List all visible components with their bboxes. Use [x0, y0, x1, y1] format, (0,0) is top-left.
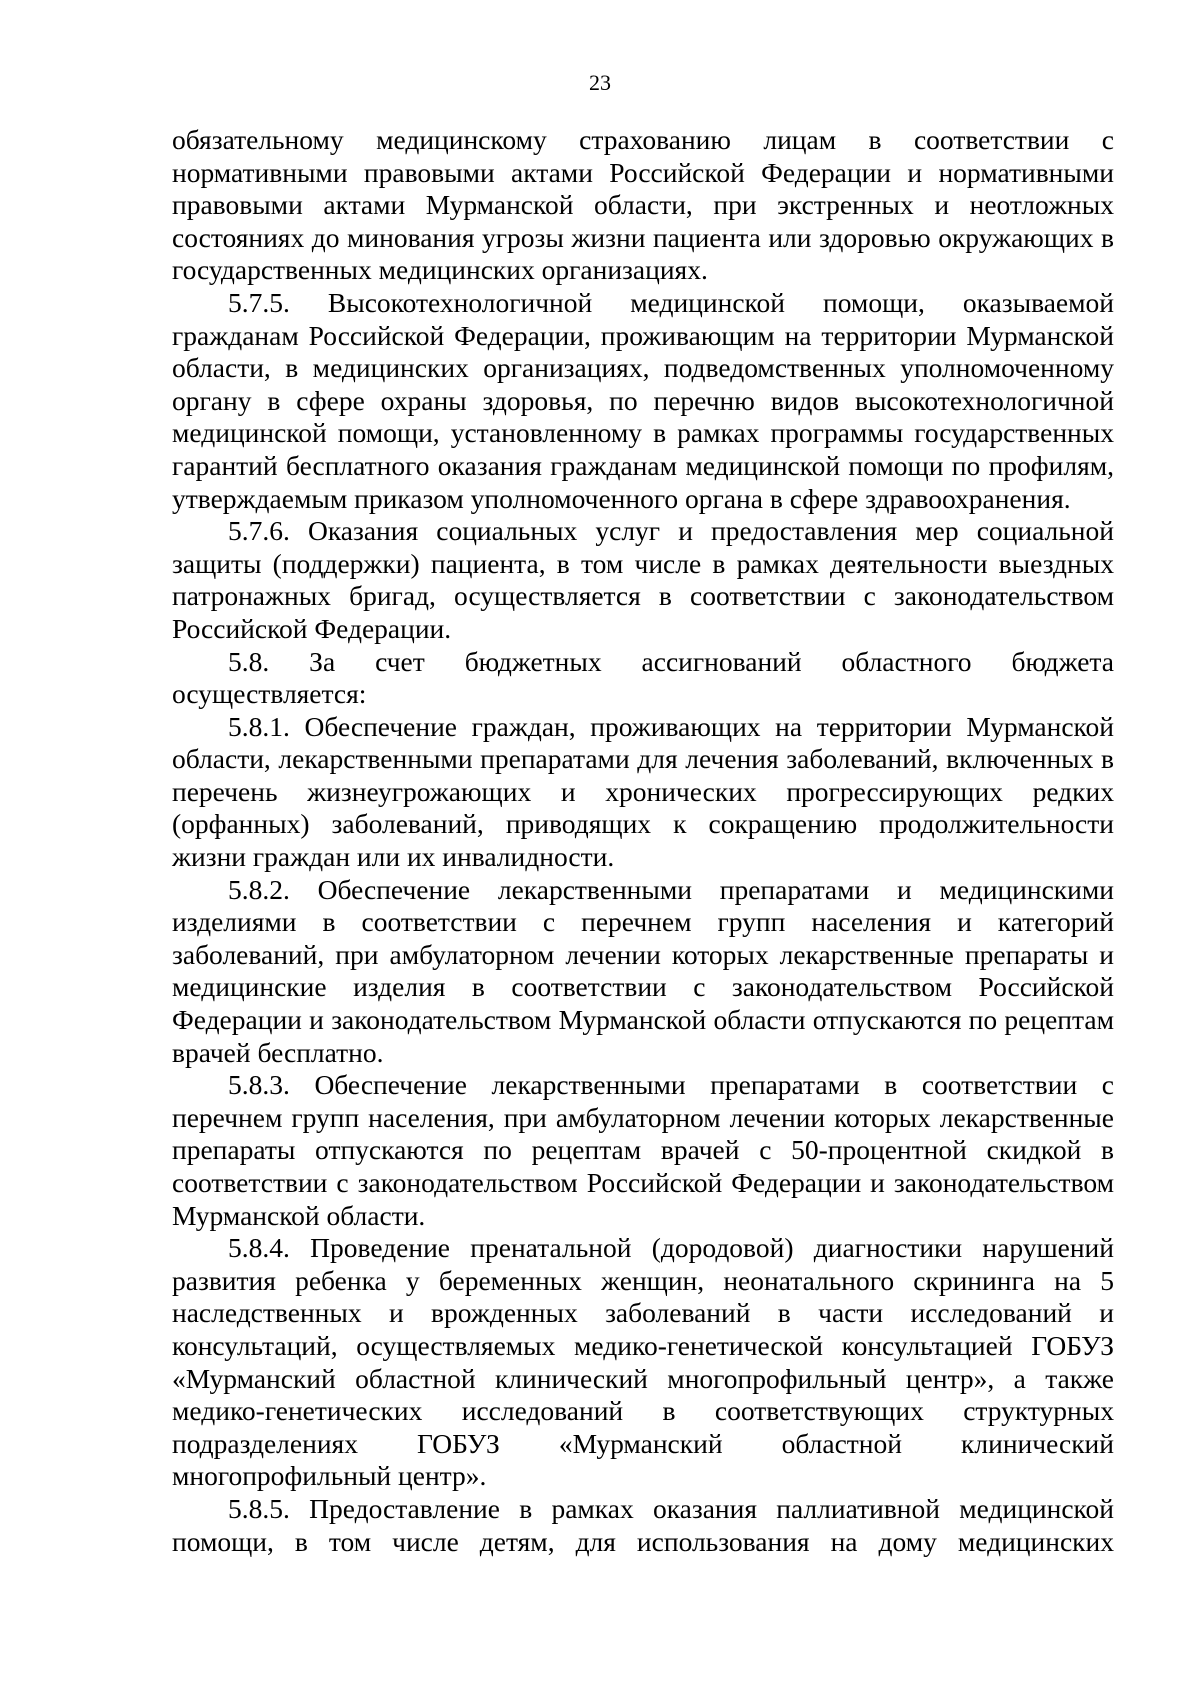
paragraph-5-8-1: 5.8.1. Обеспечение граждан, проживающих на территории Мурманской области, лекарственными препаратами для лечения заболеваний, включенных в перечень жизнеугрожающих и хронических прогрессирующих редких (орфанных) заболеваний, приводящих к сокращению продолжительности жизни граждан или их инвалидности. [172, 710, 1114, 873]
paragraph-5-8-3: 5.8.3. Обеспечение лекарственными препаратами в соответствии с перечнем групп населения, при амбулаторном лечении которых лекарственные препараты отпускаются по рецептам врачей с 50-процентной скидкой в соответствии с законодательством Российской Федерации и законодательством Мурманской области. [172, 1069, 1114, 1231]
paragraph-5-7-5: 5.7.5. Высокотехнологичной медицинской помощи, оказываемой гражданам Российской Федерации, проживающим на территории Мурманской области, в медицинских организациях, подведомственных уполномоченному органу в сфере охраны здоровья, по перечню видов высокотехнологичной медицинской помощи, установленному в рамках программы государственных гарантий бесплатного оказания гражданам медицинской помощи по профилям, утверждаемым приказом уполномоченного органа в сфере здравоохранения. [172, 286, 1114, 514]
document-body [172, 124, 1114, 1558]
paragraph-continuation: обязательному медицинскому страхованию лицам в соответствии с нормативными правовыми актами Российской Федерации и нормативными правовыми актами Мурманской области, при экстренных и неотложных состояниях до минования угрозы жизни пациента или здоровью окружающих в государственных медицинских организациях. [172, 124, 1114, 286]
page-number: 23 [589, 70, 611, 95]
paragraph-5-8-4: 5.8.4. Проведение пренатальной (дородовой) диагностики нарушений развития ребенка у беременных женщин, неонатального скрининга на 5 наследственных и врожденных заболеваний в части исследований и консультаций, осуществляемых медико-генетической консультацией ГОБУЗ «Мурманский областной клинический многопрофильный центр», а также медико-генетических исследований в соответствующих структурных подразделениях ГОБУЗ «Мурманский областной клинический многопрофильный центр». [172, 1232, 1114, 1492]
paragraph-5-8: 5.8. За счет бюджетных ассигнований областного бюджета осуществляется: [172, 645, 1114, 710]
paragraph-5-8-5: 5.8.5. Предоставление в рамках оказания паллиативной медицинской помощи, в том числе детям, для использования на дому медицинских [172, 1492, 1114, 1557]
paragraph-5-7-6: 5.7.6. Оказания социальных услуг и предоставления мер социальной защиты (поддержки) пациента, в том числе в рамках деятельности выездных патронажных бригад, осуществляется в соответствии с законодательством Российской Федерации. [172, 515, 1114, 644]
paragraph-5-8-2: 5.8.2. Обеспечение лекарственными препаратами и медицинскими изделиями в соответствии с перечнем групп населения и категорий заболеваний, при амбулаторном лечении которых лекарственные препараты и медицинские изделия в соответствии с законодательством Российской Федерации и законодательством Мурманской области отпускаются по рецептам врачей бесплатно. [172, 873, 1114, 1068]
